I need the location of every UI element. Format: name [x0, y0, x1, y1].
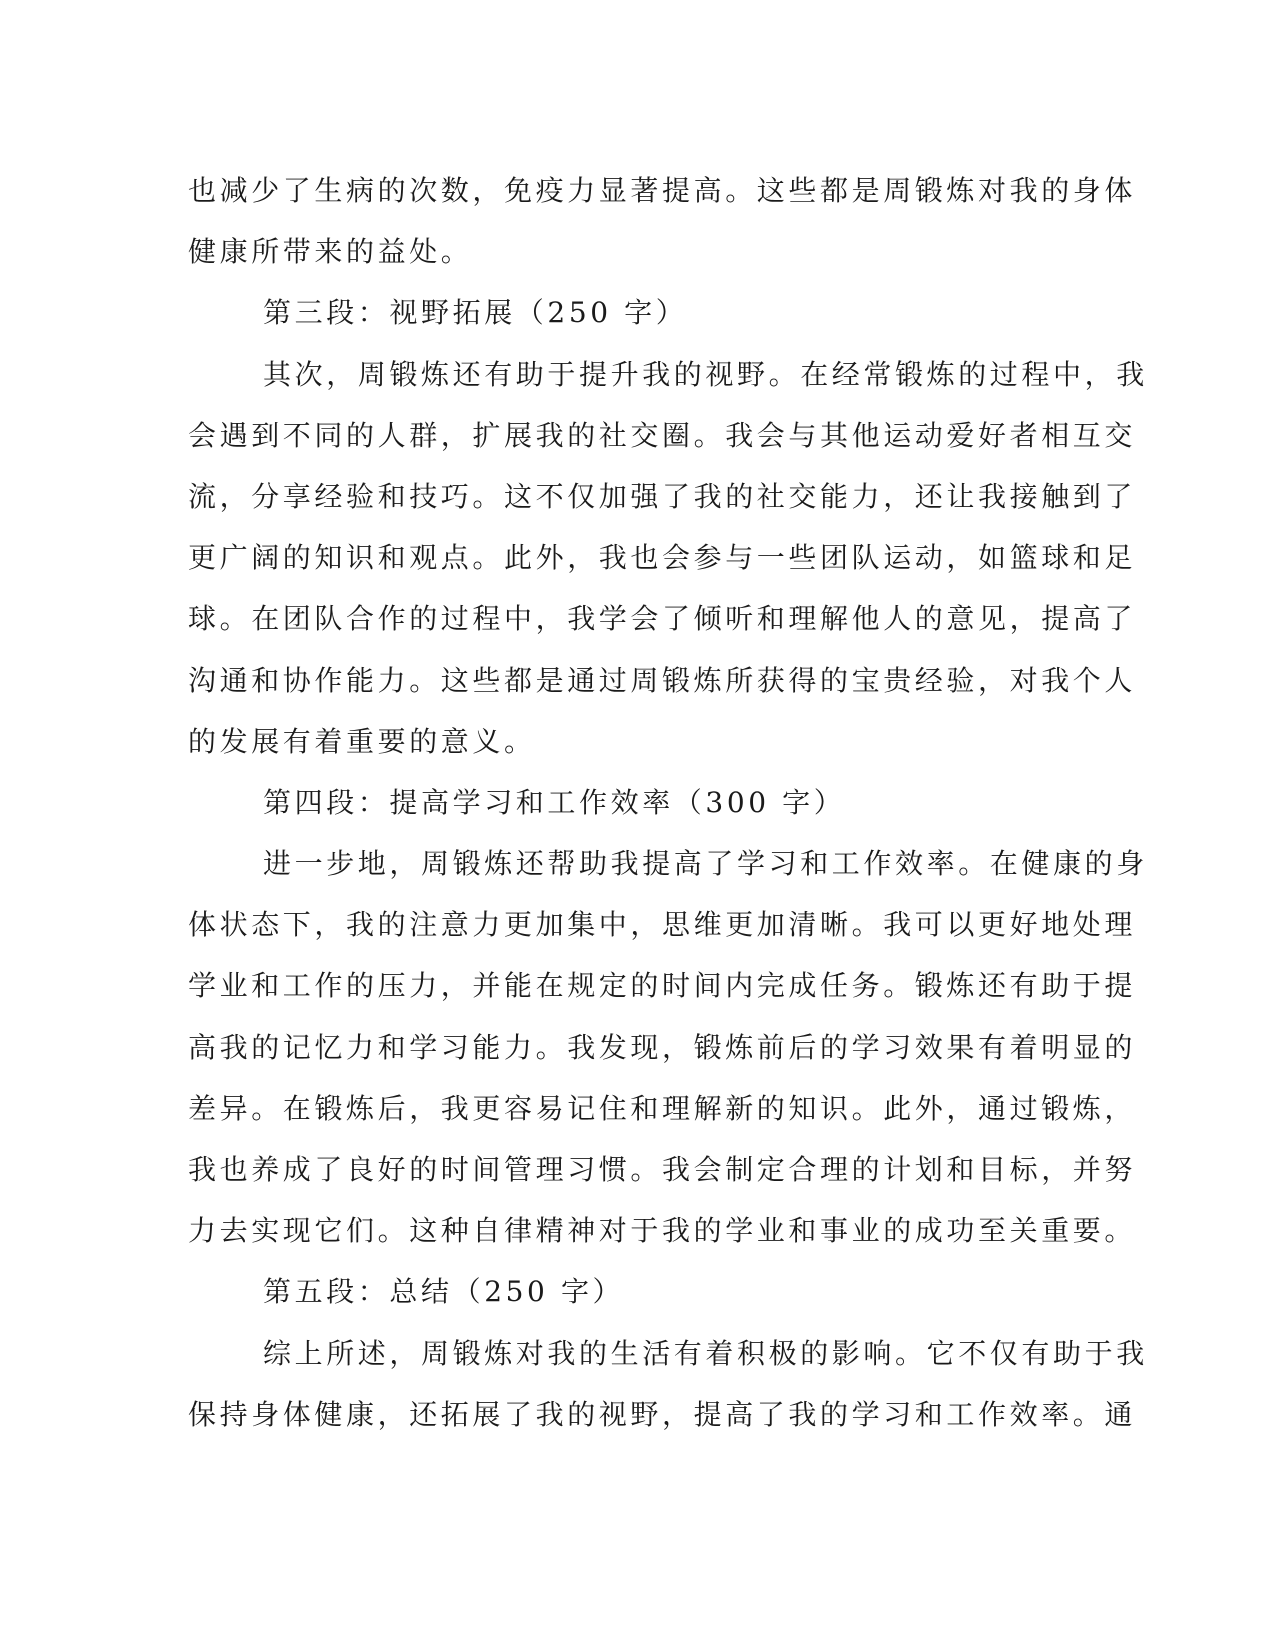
- text-line: 进一步地，周锻炼还帮助我提高了学习和工作效率。在健康的身: [263, 847, 1148, 881]
- text-line: 会遇到不同的人群，扩展我的社交圈。我会与其他运动爱好者相互交: [188, 418, 1137, 452]
- text-line: 我也养成了良好的时间管理习惯。我会制定合理的计划和目标，并努: [188, 1153, 1137, 1186]
- text-line: 也减少了生病的次数，免疫力显著提高。这些都是周锻炼对我的身体: [188, 174, 1137, 207]
- text-line: 高我的记忆力和学习能力。我发现，锻炼前后的学习效果有着明显的: [188, 1030, 1137, 1064]
- text-line: 第五段：总结（250 字）: [263, 1275, 625, 1309]
- text-line: 更广阔的知识和观点。此外，我也会参与一些团队运动，如篮球和足: [188, 541, 1137, 575]
- text-line: 体状态下，我的注意力更加集中，思维更加清晰。我可以更好地处理: [188, 908, 1137, 942]
- text-line: 力去实现它们。这种自律精神对于我的学业和事业的成功至关重要。: [188, 1214, 1137, 1248]
- text-line: 其次，周锻炼还有助于提升我的视野。在经常锻炼的过程中，我: [263, 357, 1148, 391]
- document-body: [188, 160, 1148, 1445]
- text-line: 的发展有着重要的意义。: [188, 724, 536, 758]
- text-line: 第四段：提高学习和工作效率（300 字）: [263, 785, 846, 819]
- text-line: 第三段：视野拓展（250 字）: [263, 296, 688, 330]
- text-line: 球。在团队合作的过程中，我学会了倾听和理解他人的意见，提高了: [188, 602, 1137, 636]
- text-line: 综上所述，周锻炼对我的生活有着积极的影响。它不仅有助于我: [263, 1336, 1148, 1370]
- text-line: 学业和工作的压力，并能在规定的时间内完成任务。锻炼还有助于提: [188, 969, 1137, 1003]
- text-line: 差异。在锻炼后，我更容易记住和理解新的知识。此外，通过锻炼，: [188, 1091, 1137, 1125]
- text-line: 健康所带来的益处。: [188, 235, 473, 269]
- text-line: 沟通和协作能力。这些都是通过周锻炼所获得的宝贵经验，对我个人: [188, 663, 1137, 697]
- text-line: 保持身体健康，还拓展了我的视野，提高了我的学习和工作效率。通: [188, 1397, 1137, 1431]
- text-line: 流，分享经验和技巧。这不仅加强了我的社交能力，还让我接触到了: [188, 479, 1137, 513]
